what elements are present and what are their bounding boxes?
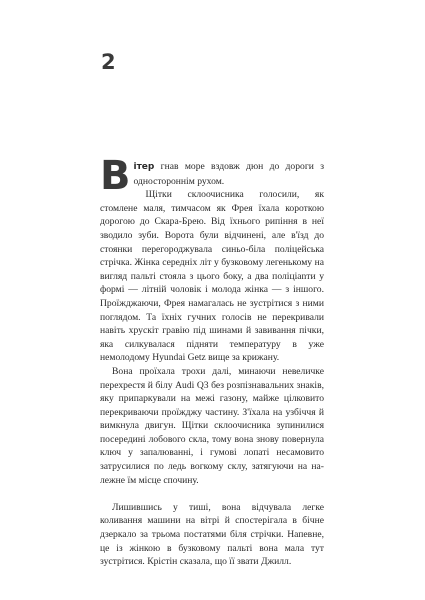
paragraph-4: Лишившись у тиші, вона відчувала легке коливання машини на вітрі й спостерігала в бічне дзеркало за трьома постатями біля стрічки. Напевне, це із жінкою в бузковому пальті вона мала тут зустрітися. Крістін сказала, що її звати Джилл. <box>100 501 324 568</box>
drop-cap-letter: В <box>100 153 131 199</box>
paragraph-3: Вона проїхала трохи далі, минаючи невеличке перехрестя й білу Audi Q3 без розпізнавальних знаків, яку припаркували на межі газону, майже цілковито перекриваючи проїжджу частину. З'їхала на узбіччя й вимкнула двигун. Щітки склоочисника зупинилися посередині лобового скла, тому вона знову повернула ключ у запалюванні, і гумові лопаті несамовито затрусилися по ледь вогкому склу, затягуючи на належне їм місце спочину. <box>100 365 324 486</box>
lead-word: ітер <box>133 162 155 172</box>
chapter-number: 2 <box>101 50 116 74</box>
chapter-body-text <box>100 153 324 569</box>
paragraph-2: Щітки склоочисника голосили, як стомлене маля, тимчасом як Фрея їхала короткою дорогою до Скара-Брею. Від їхнього рипіння в неї зводило зуби. Ворота були відчинені, але в'їзд до стоянки перегороджувала синьо-біла поліцейська стрічка. Жінка середніх літ у бузковому легенькому на вигляд пальті стояла з цього боку, а два поліцianти у формі — літній чоловік і молода жінка — з іншого. Проїжджаючи, Фрея намагалась не зустрітися з ними поглядом. Та їхніх гучних голосів не перекривали навіть хрускіт гравію під шинами й завивання пічки, яка силкувалася підняти температуру в уже немолодому Hyundai Getz вище за крижану. <box>100 189 324 364</box>
paragraph-1-text: гнав море вздовж дюн до дороги з одностороннім рухом. <box>133 161 324 187</box>
paragraph-1 <box>100 153 324 199</box>
